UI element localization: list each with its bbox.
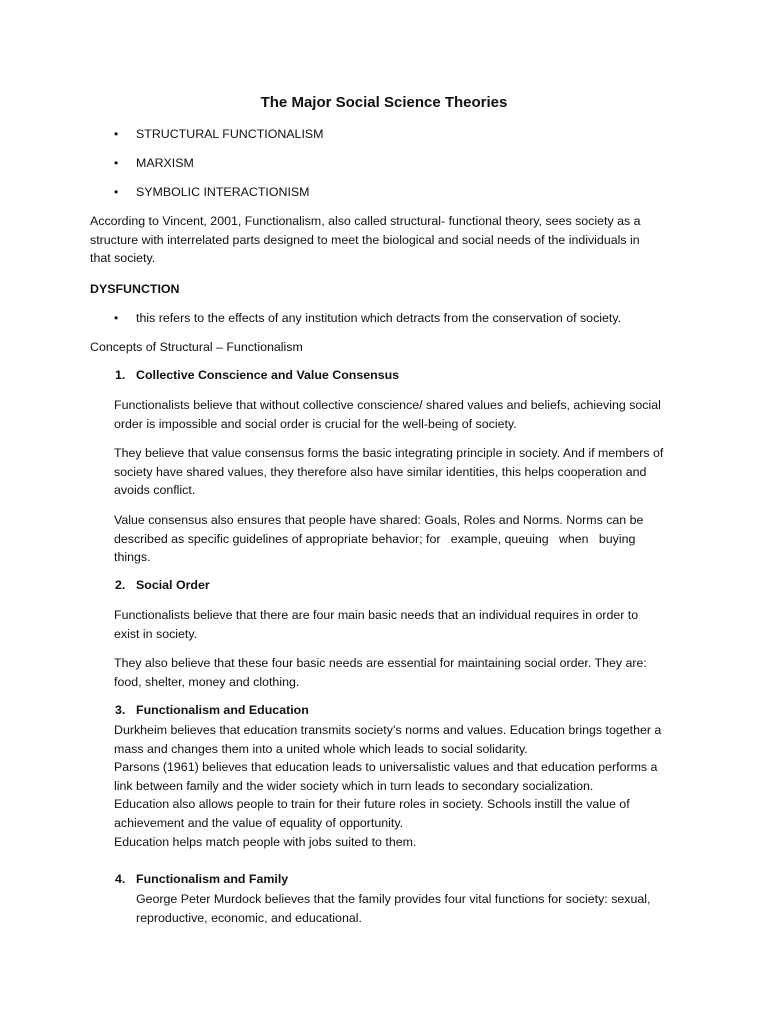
text-line: reproductive, economic, and educational. — [136, 910, 362, 925]
paragraph — [114, 511, 684, 567]
section-number: 1. — [115, 368, 126, 382]
dysfunction-heading: DYSFUNCTION — [90, 282, 180, 296]
paragraph — [136, 890, 706, 927]
text-line: avoids conflict. — [114, 483, 196, 498]
text-line: link between family and the wider society which in turn leads to secondary socialization. — [114, 778, 594, 793]
text-line: food, shelter, money and clothing. — [114, 674, 300, 689]
bullet-icon: • — [114, 311, 119, 325]
theory-item: MARXISM — [136, 156, 194, 170]
section-number: 3. — [115, 703, 126, 717]
text-line: Parsons (1961) believes that education leads to universalistic values and that education performs a — [114, 760, 658, 775]
text-line: mass and changes them into a united whole which leads to social solidarity. — [114, 741, 528, 756]
dysfunction-definition: this refers to the effects of any institution which detracts from the conservation of society. — [136, 311, 622, 325]
paragraph — [114, 654, 684, 691]
paragraph — [114, 721, 684, 851]
section-number: 2. — [115, 578, 126, 592]
text-line: Education helps match people with jobs suited to them. — [114, 834, 417, 849]
section-title: Social Order — [136, 578, 210, 592]
text-line: Value consensus also ensures that people have shared: Goals, Roles and Norms. Norms can be — [114, 513, 644, 527]
text-line: order is impossible and social order is crucial for the well-being of society. — [114, 416, 517, 431]
theory-item: SYMBOLIC INTERACTIONISM — [136, 185, 310, 199]
section-number: 4. — [115, 872, 126, 886]
page-title: The Major Social Science Theories — [260, 94, 508, 111]
text-line: Functionalists believe that there are four main basic needs that an individual requires in order to — [114, 608, 639, 622]
text-line: Education also allows people to train for their future roles in society. Schools instill the value of — [114, 797, 630, 812]
text-line: things. — [114, 550, 151, 565]
concepts-heading: Concepts of Structural – Functionalism — [90, 340, 303, 354]
text-line: exist in society. — [114, 626, 198, 641]
text-line: that society. — [90, 251, 156, 266]
text-line: Durkheim believes that education transmits society’s norms and values. Education brings together a — [114, 723, 662, 737]
text-line: George Peter Murdock believes that the family provides four vital functions for society: sexual, — [136, 892, 651, 906]
bullet-icon: • — [114, 185, 119, 199]
text-line: According to Vincent, 2001, Functionalism, also called structural- functional theory, sees society as a — [90, 214, 641, 228]
text-line: Functionalists believe that without collective conscience/ shared values and beliefs, achieving social — [114, 398, 661, 412]
theory-item: STRUCTURAL FUNCTIONALISM — [136, 127, 324, 141]
paragraph — [114, 444, 684, 500]
text-line: achievement and the value of equality of opportunity. — [114, 815, 404, 830]
bullet-icon: • — [114, 127, 119, 141]
text-line: They believe that value consensus forms the basic integrating principle in society. And if members of — [114, 446, 664, 460]
text-line: structure with interrelated parts designed to meet the biological and social needs of the individuals in — [90, 232, 640, 247]
paragraph — [114, 396, 684, 433]
intro-paragraph — [90, 212, 680, 268]
bullet-icon: • — [114, 156, 119, 170]
text-line: society have shared values, they therefore also have similar identities, this helps cooperation and — [114, 464, 647, 479]
section-title: Collective Conscience and Value Consensus — [136, 368, 400, 382]
text-line: They also believe that these four basic needs are essential for maintaining social order. They are: — [114, 656, 647, 670]
paragraph — [114, 606, 684, 643]
text-line: described as specific guidelines of appropriate behavior; for example, queuing when buying — [114, 531, 636, 546]
section-title: Functionalism and Family — [136, 872, 289, 886]
section-title: Functionalism and Education — [136, 703, 309, 717]
